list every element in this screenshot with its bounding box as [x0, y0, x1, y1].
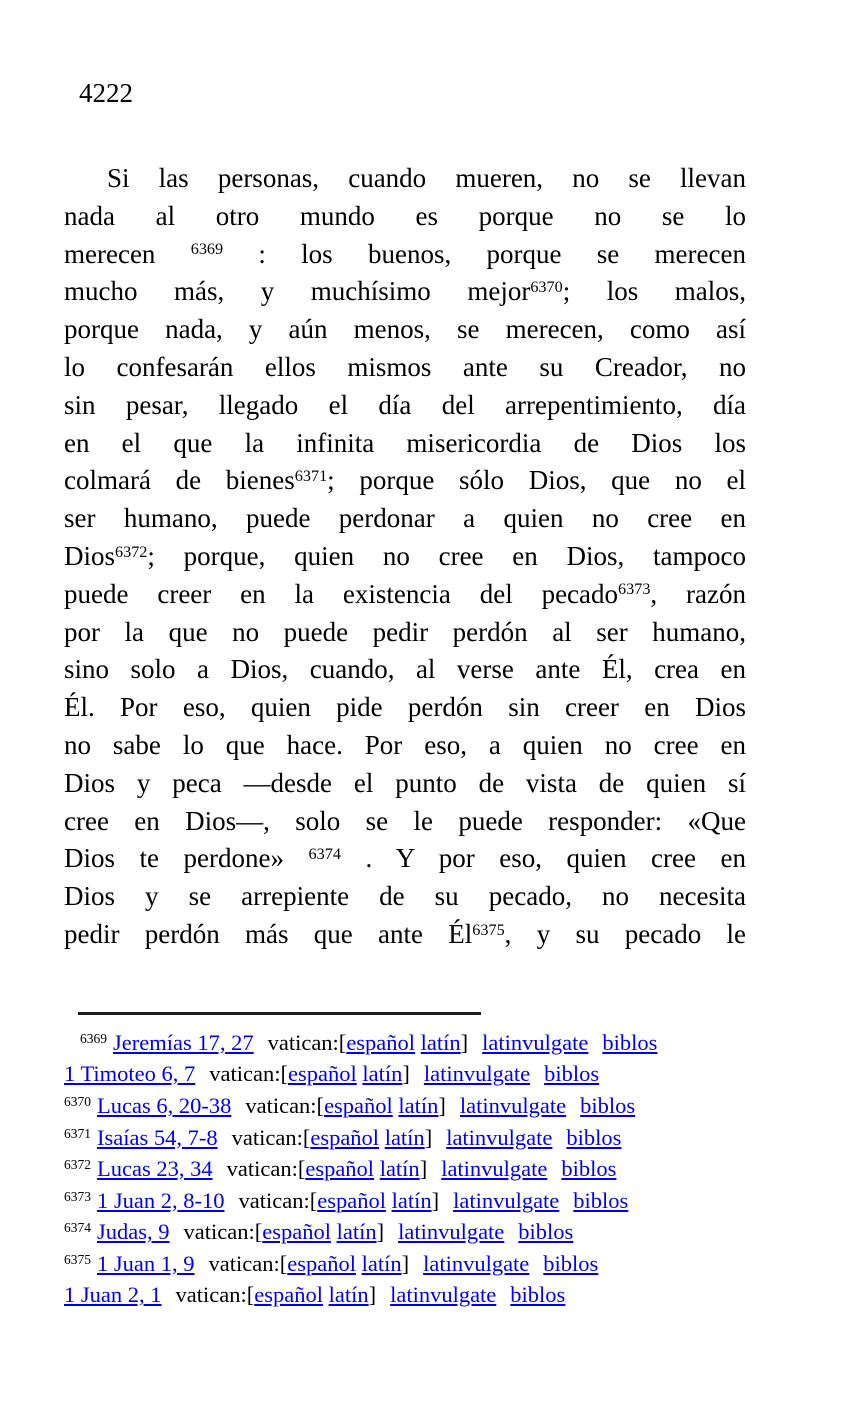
body-line: mucho más, y muchísimo mejor$^{6370}$; los malos,	[64, 276, 746, 307]
bracket-close-label: ]	[376, 1219, 385, 1245]
latinvulgate-link[interactable]: latinvulgate	[423, 1250, 530, 1276]
bracket-close-label: ]	[402, 1061, 410, 1087]
vatican-prefix-label: vatican:[	[226, 1156, 306, 1182]
body-line: puede creer en la existencia del pecado$^{6373}$, razón	[64, 578, 746, 609]
biblos-link[interactable]: biblos	[544, 1061, 600, 1087]
footnote-marker: 6372	[64, 1157, 91, 1173]
vatican-latin-link[interactable]: latín	[328, 1282, 369, 1308]
latinvulgate-link[interactable]: latinvulgate	[482, 1029, 589, 1055]
footnote-marker: 6373	[64, 1188, 91, 1204]
bracket-close-label: ]	[460, 1029, 469, 1055]
footnote-marker: 6375	[64, 1251, 91, 1267]
vatican-latin-link[interactable]: latín	[391, 1187, 432, 1213]
page-number: 4222	[79, 78, 133, 108]
body-line: Dios$^{6372}$; porque, quien no cree en Dios, tampoco	[64, 540, 746, 571]
biblos-link[interactable]: biblos	[561, 1156, 617, 1182]
footnote-divider	[78, 1012, 481, 1015]
vatican-espanol-link[interactable]: español	[305, 1156, 375, 1182]
footnote-marker: 6369	[80, 1030, 107, 1046]
latinvulgate-link[interactable]: latinvulgate	[446, 1124, 553, 1150]
footnote-row	[64, 1090, 746, 1122]
body-line: Si las personas, cuando mueren, no se llevan	[107, 163, 746, 193]
body-line: Dios y se arrepiente de su pecado, no necesita	[64, 881, 746, 912]
vatican-latin-link[interactable]: latín	[398, 1092, 439, 1118]
vatican-latin-link[interactable]: latín	[336, 1219, 377, 1245]
bracket-close-label: ]	[438, 1092, 446, 1118]
body-line: sino solo a Dios, cuando, al verse ante Él, crea en	[64, 654, 746, 685]
body-line: en el que la infinita misericordia de Dios los	[64, 427, 746, 458]
biblos-link[interactable]: biblos	[580, 1092, 636, 1118]
body-line: nada al otro mundo es porque no se lo	[64, 200, 746, 231]
footnote-ref-superscript: 6369	[190, 240, 224, 259]
scripture-reference-link[interactable]: Lucas 23, 34	[97, 1156, 213, 1182]
vatican-prefix-label: vatican:[	[208, 1250, 288, 1276]
body-paragraph	[64, 160, 746, 954]
vatican-latin-link[interactable]: latín	[379, 1156, 420, 1182]
vatican-prefix-label: vatican:[	[209, 1061, 289, 1087]
scripture-reference-link[interactable]: 1 Juan 2, 8-10	[97, 1187, 225, 1213]
vatican-prefix-label: vatican:[	[175, 1282, 255, 1308]
vatican-latin-link[interactable]: latín	[420, 1029, 461, 1055]
vatican-espanol-link[interactable]: español	[288, 1061, 357, 1087]
vatican-espanol-link[interactable]: español	[287, 1250, 356, 1276]
footnote-row	[64, 1027, 746, 1059]
body-line: por la que no puede pedir perdón al ser humano,	[64, 616, 746, 647]
biblos-link[interactable]: biblos	[573, 1187, 629, 1213]
footnote-ref-superscript: 6375	[472, 920, 505, 939]
vatican-espanol-link[interactable]: español	[254, 1282, 323, 1308]
bracket-close-label: ]	[424, 1124, 433, 1150]
vatican-latin-link[interactable]: latín	[384, 1124, 425, 1150]
scripture-reference-link[interactable]: 1 Timoteo 6, 7	[64, 1061, 196, 1087]
footnote-row	[64, 1122, 746, 1154]
scripture-reference-link[interactable]: Lucas 6, 20-38	[97, 1092, 232, 1118]
footnote-row	[64, 1216, 746, 1248]
footnote-row	[64, 1153, 746, 1185]
footnote-row	[64, 1248, 746, 1280]
bracket-close-label: ]	[401, 1250, 410, 1276]
body-line: Él. Por eso, quien pide perdón sin creer en Dios	[64, 692, 746, 723]
footnote-row	[64, 1185, 746, 1217]
body-line: lo confesarán ellos mismos ante su Creador, no	[64, 351, 746, 382]
vatican-prefix-label: vatican:[	[245, 1092, 325, 1118]
footnote-ref-superscript: 6374	[308, 844, 341, 863]
footnote-row	[64, 1279, 746, 1311]
body-line: pedir perdón más que ante $Él^{6375}$, y su pecado le	[64, 918, 746, 949]
footnote-ref-superscript: 6373	[618, 580, 651, 599]
body-line: Dios te perdone» $^{6374}$ . Y por eso, quien cree en	[64, 843, 746, 874]
scripture-reference-link[interactable]: 1 Juan 2, 1	[64, 1282, 162, 1308]
bracket-close-label: ]	[419, 1156, 428, 1182]
vatican-espanol-link[interactable]: español	[346, 1029, 416, 1055]
footnote-marker: 6374	[64, 1220, 91, 1236]
body-line: ser humano, puede perdonar a quien no cree en	[64, 503, 746, 534]
body-line: porque nada, y aún menos, se merecen, como así	[64, 314, 746, 345]
footnote-ref-superscript: 6370	[530, 277, 563, 296]
biblos-link[interactable]: biblos	[510, 1282, 566, 1308]
vatican-espanol-link[interactable]: español	[324, 1092, 393, 1118]
vatican-espanol-link[interactable]: español	[317, 1187, 386, 1213]
scripture-reference-link[interactable]: Judas, 9	[97, 1219, 170, 1245]
vatican-prefix-label: vatican:[	[238, 1187, 318, 1213]
footnotes-section	[64, 1027, 746, 1311]
vatican-latin-link[interactable]: latín	[362, 1061, 403, 1087]
latinvulgate-link[interactable]: latinvulgate	[398, 1219, 505, 1245]
body-line: cree en Dios—, solo se le puede responder: «Que	[64, 805, 746, 836]
scripture-reference-link[interactable]: Isaías 54, 7-8	[97, 1124, 218, 1150]
footnote-ref-superscript: 6372	[115, 542, 148, 561]
body-line: merecen $^{6369}$ : los buenos, porque se merecen	[64, 238, 746, 269]
body-line: sin pesar, llegado el día del arrepentimiento, día	[64, 389, 746, 420]
biblos-link[interactable]: biblos	[543, 1250, 599, 1276]
vatican-espanol-link[interactable]: español	[262, 1219, 331, 1245]
vatican-prefix-label: vatican:[	[231, 1124, 311, 1150]
vatican-prefix-label: vatican:[	[183, 1219, 263, 1245]
body-line: no sabe lo que hace. Por eso, a quien no cree en	[64, 729, 746, 760]
biblos-link[interactable]: biblos	[602, 1029, 658, 1055]
scripture-reference-link[interactable]: Jeremías 17, 27	[113, 1029, 254, 1055]
scripture-reference-link[interactable]: 1 Juan 1, 9	[97, 1250, 195, 1276]
latinvulgate-link[interactable]: latinvulgate	[390, 1282, 497, 1308]
footnote-marker: 6371	[64, 1125, 91, 1141]
body-line: Dios y peca —desde el punto de vista de quien sí	[64, 767, 746, 798]
body-line: colmará de bienes$^{6371}$; porque sólo Dios, que no el	[64, 465, 746, 496]
footnote-ref-superscript: 6371	[294, 466, 328, 485]
footnote-marker: 6370	[64, 1093, 91, 1109]
vatican-espanol-link[interactable]: español	[310, 1124, 380, 1150]
latinvulgate-link[interactable]: latinvulgate	[453, 1187, 560, 1213]
latinvulgate-link[interactable]: latinvulgate	[459, 1092, 567, 1118]
vatican-latin-link[interactable]: latín	[361, 1250, 402, 1276]
latinvulgate-link[interactable]: latinvulgate	[441, 1156, 548, 1182]
bracket-close-label: ]	[431, 1187, 440, 1213]
vatican-prefix-label: vatican:[	[267, 1029, 347, 1055]
latinvulgate-link[interactable]: latinvulgate	[423, 1061, 531, 1087]
biblos-link[interactable]: biblos	[518, 1219, 574, 1245]
biblos-link[interactable]: biblos	[566, 1124, 622, 1150]
bracket-close-label: ]	[368, 1282, 377, 1308]
footnote-row	[64, 1058, 746, 1090]
